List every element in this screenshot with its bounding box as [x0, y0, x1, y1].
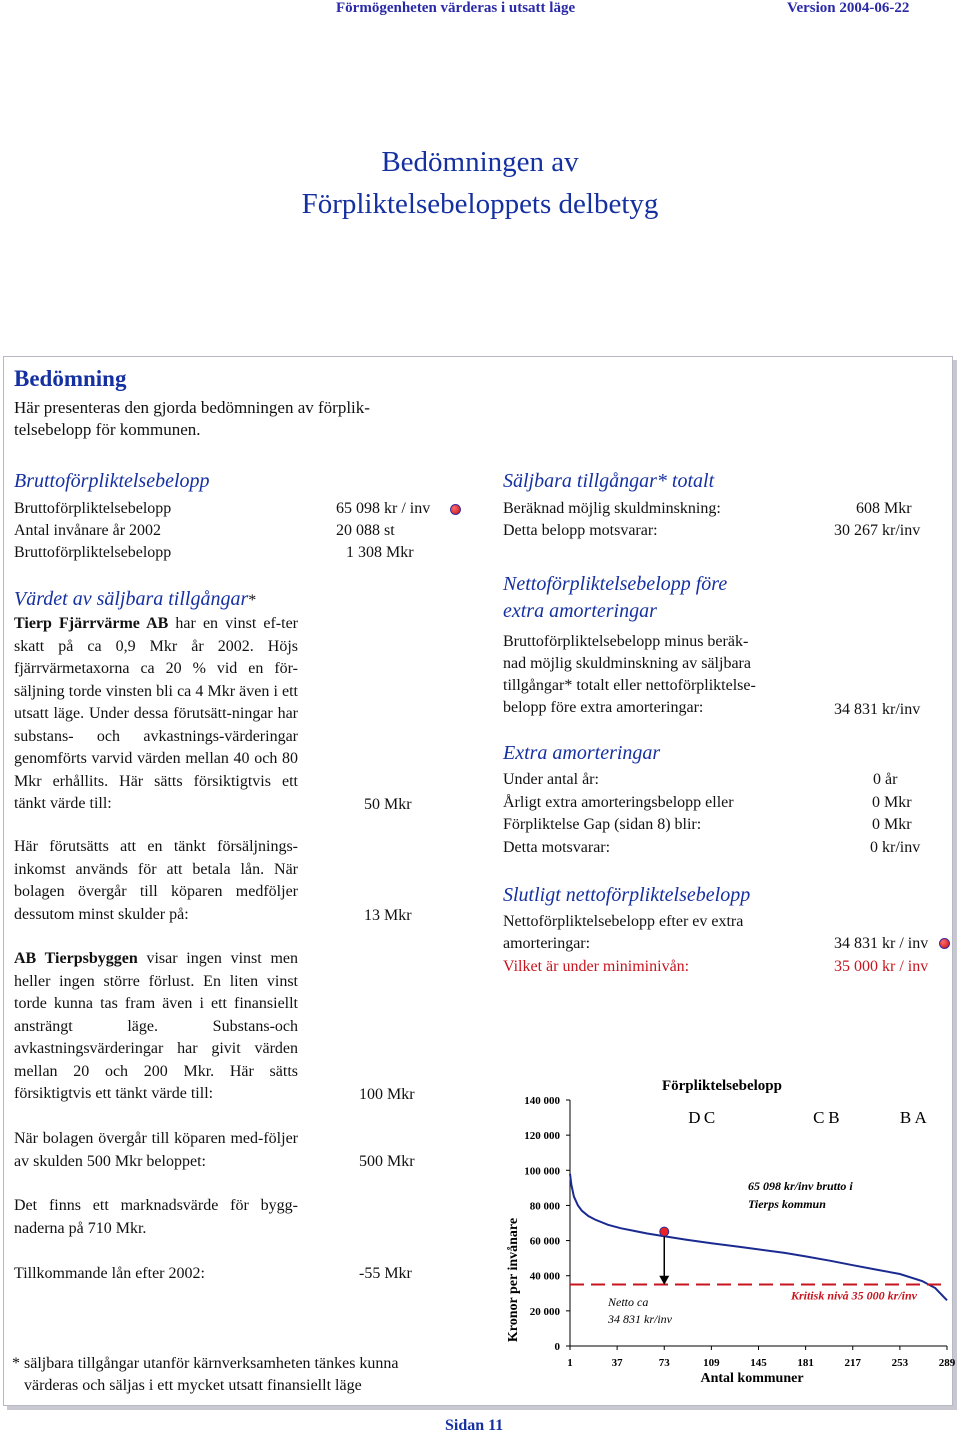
brutto-label-2: Antal invånare år 2002: [14, 522, 162, 539]
extra-value-1: 0 år: [873, 771, 898, 788]
brutto-value-3: 1 308 Mkr: [346, 544, 414, 561]
chart-y-tick-label: 20 000: [529, 1305, 560, 1318]
chart-annotation-netto-1: Netto ca: [608, 1295, 649, 1309]
varde-para-1: [14, 613, 298, 816]
chart-y-tick-label: 60 000: [529, 1235, 560, 1248]
extra-label-1: Under antal år:: [503, 771, 599, 788]
intro-heading: Bedömning: [14, 366, 127, 391]
slutligt-heading: Slutligt nettoförpliktelsebelopp: [503, 884, 751, 906]
varde-para-3: [14, 948, 298, 1106]
header-left: Förmögenheten värderas i utsatt läge: [336, 0, 576, 16]
brutto-value-2: 20 088 st: [336, 522, 395, 539]
saljbara-label-2: Detta belopp motsvarar:: [503, 522, 658, 539]
chart-x-tick-label: 181: [797, 1357, 814, 1369]
intro-line1: Här presenteras den gjorda bedömningen av förplik-: [14, 398, 370, 417]
netto-heading-1: Nettoförpliktelsebelopp före: [503, 573, 728, 595]
footnote-line2: värderas och säljas i ett mycket utsatt finansiellt läge: [24, 1377, 362, 1394]
chart-x-tick-label: 109: [703, 1357, 720, 1369]
chart-x-tick-label: 145: [750, 1357, 767, 1369]
chart-y-tick-label: 100 000: [524, 1165, 560, 1178]
netto-value: 34 831 kr/inv: [834, 701, 921, 718]
varde-value-3: 100 Mkr: [359, 1086, 415, 1103]
page-title-line2: Förpliktelsebeloppets delbetyg: [301, 188, 659, 220]
netto-line-1: Bruttoförpliktelsebelopp minus beräk-: [503, 633, 749, 650]
extra-label-3: Förpliktelse Gap (sidan 8) blir:: [503, 816, 702, 833]
slutligt-line-1: Nettoförpliktelsebelopp efter ev extra: [503, 913, 744, 930]
chart-x-tick-label: 253: [891, 1357, 909, 1369]
varde-value-6: -55 Mkr: [359, 1265, 412, 1282]
intro-line2: telsebelopp för kommunen.: [14, 420, 201, 439]
varde-para-5: [14, 1195, 298, 1240]
extra-value-2: 0 Mkr: [872, 794, 912, 811]
page-number: Sidan 11: [445, 1417, 504, 1434]
chart-grade-label: C: [813, 1108, 825, 1127]
varde-company-2: AB Tierpsbyggen: [14, 950, 138, 967]
slutligt-marker-icon: [939, 938, 950, 949]
varde-heading-text: Värdet av säljbara tillgångar: [14, 588, 249, 610]
extra-label-2: Årligt extra amorteringsbelopp eller: [503, 794, 734, 811]
chart-grade-label: B: [899, 1108, 912, 1127]
chart-brutto-marker: [660, 1227, 669, 1236]
saljbara-label-1: Beräknad möjlig skuldminskning:: [503, 500, 721, 517]
chart-xlabel: Antal kommuner: [700, 1371, 804, 1386]
chart-x-tick-label: 1: [567, 1357, 573, 1369]
varde-para-4: [14, 1128, 298, 1173]
netto-line-2: nad möjlig skuldminskning av säljbara: [503, 655, 751, 672]
chart-y-tick-label: 0: [554, 1341, 560, 1353]
chart-grade-label: B: [828, 1108, 840, 1127]
varde-heading-star: *: [248, 592, 257, 609]
chart-y-tick-label: 40 000: [529, 1270, 560, 1283]
varde-text-5: Det finns ett marknadsvärde för bygg-naderna på 710 Mkr.: [14, 1197, 298, 1237]
varde-value-2: 13 Mkr: [364, 907, 412, 924]
forpliktelse-chart: [490, 1055, 960, 1400]
varde-text-6: Tillkommande lån efter 2002:: [14, 1265, 205, 1282]
extra-label-4: Detta motsvarar:: [503, 839, 611, 856]
varde-text-3: visar ingen vinst men heller ingen större förlust. En liten vinst torde kunna tas fram även i ett finansiellt ansträngt läge. Substans-och avkastningsvärderingar har givit värden mellan 20 och 200 Mkr. Här sätts försiktigtvis ett tänkt värde till:: [14, 950, 298, 1102]
chart-grade-label: A: [914, 1108, 927, 1127]
saljbara-heading: Säljbara tillgångar* totalt: [503, 470, 715, 492]
saljbara-value-2: 30 267 kr/inv: [834, 522, 921, 539]
chart-ylabel: Kronor per invånare: [506, 1217, 521, 1343]
brutto-marker-icon: [450, 504, 461, 515]
chart-x-tick-label: 73: [658, 1357, 670, 1369]
page-title-line1: Bedömningen av: [381, 146, 579, 178]
header-right: Version 2004-06-22: [787, 0, 910, 16]
brutto-heading: Bruttoförpliktelsebelopp: [14, 470, 210, 492]
varde-para-2: [14, 836, 298, 926]
chart-x-tick-label: 217: [844, 1357, 861, 1369]
netto-heading-2: extra amorteringar: [503, 600, 657, 622]
slutligt-value: 34 831 kr / inv: [834, 935, 929, 952]
slutligt-line-2: amorteringar:: [503, 935, 591, 952]
netto-line-4: belopp före extra amorteringar:: [503, 699, 704, 716]
chart-grade-label: D: [688, 1108, 701, 1127]
varde-value-4: 500 Mkr: [359, 1153, 415, 1170]
chart-x-tick-label: 37: [611, 1357, 623, 1369]
varde-company-1: Tierp Fjärrvärme AB: [14, 615, 169, 632]
footnote-line1: * säljbara tillgångar utanför kärnverksamheten tänkes kunna: [12, 1355, 399, 1372]
slutligt-min-value: 35 000 kr / inv: [834, 958, 929, 975]
extra-value-3: 0 Mkr: [872, 816, 912, 833]
chart-y-tick-label: 140 000: [524, 1095, 560, 1107]
varde-text-4: När bolagen övergår till köparen med-följer av skulden 500 Mkr beloppet:: [14, 1130, 298, 1170]
saljbara-value-1: 608 Mkr: [856, 500, 912, 517]
varde-heading: [14, 588, 256, 611]
slutligt-min-label: Vilket är under miniminivån:: [503, 958, 690, 975]
chart-arrow-head: [659, 1276, 669, 1285]
netto-line-3: tillgångar* totalt eller nettoförpliktelse-: [503, 677, 756, 694]
chart-title: Förpliktelsebelopp: [661, 1078, 783, 1094]
extra-value-4: 0 kr/inv: [870, 839, 921, 856]
brutto-value-1: 65 098 kr / inv: [336, 500, 431, 517]
chart-y-tick-label: 80 000: [529, 1200, 560, 1213]
brutto-label-1: Bruttoförpliktelsebelopp: [14, 500, 172, 517]
chart-grade-label: C: [703, 1108, 716, 1127]
extra-heading: Extra amorteringar: [503, 742, 661, 764]
chart-y-tick-label: 120 000: [524, 1130, 560, 1143]
chart-annotation-brutto-2: Tierps kommun: [748, 1197, 826, 1211]
varde-text-1: har en vinst ef-ter skatt på ca 0,9 Mkr år 2002. Höjs fjärrvärmetaxorna ca 20 % vid en för-säljning torde vinsten bli ca 4 Mkr även i ett utsatt läge. Under dessa förutsätt-ningar har substans- och avkastnings-värderingar genomförts varvid värden mellan 40 och 80 Mkr erhållits. Här sätts försiktigtvis ett tänkt värde till:: [14, 615, 298, 812]
brutto-label-3: Bruttoförpliktelsebelopp: [14, 544, 172, 561]
varde-value-1: 50 Mkr: [364, 796, 412, 813]
chart-x-tick-label: 289: [938, 1357, 956, 1369]
chart-annotation-brutto-1: 65 098 kr/inv brutto i: [748, 1179, 853, 1193]
chart-reference-label: Kritisk nivå 35 000 kr/inv: [790, 1288, 917, 1303]
varde-text-2: Här förutsätts att en tänkt försäljnings-inkomst används för att betala lån. När bolagen övergår till köparen medföljer dessutom minst skulder på:: [14, 838, 298, 923]
chart-annotation-netto-2: 34 831 kr/inv: [608, 1312, 672, 1326]
